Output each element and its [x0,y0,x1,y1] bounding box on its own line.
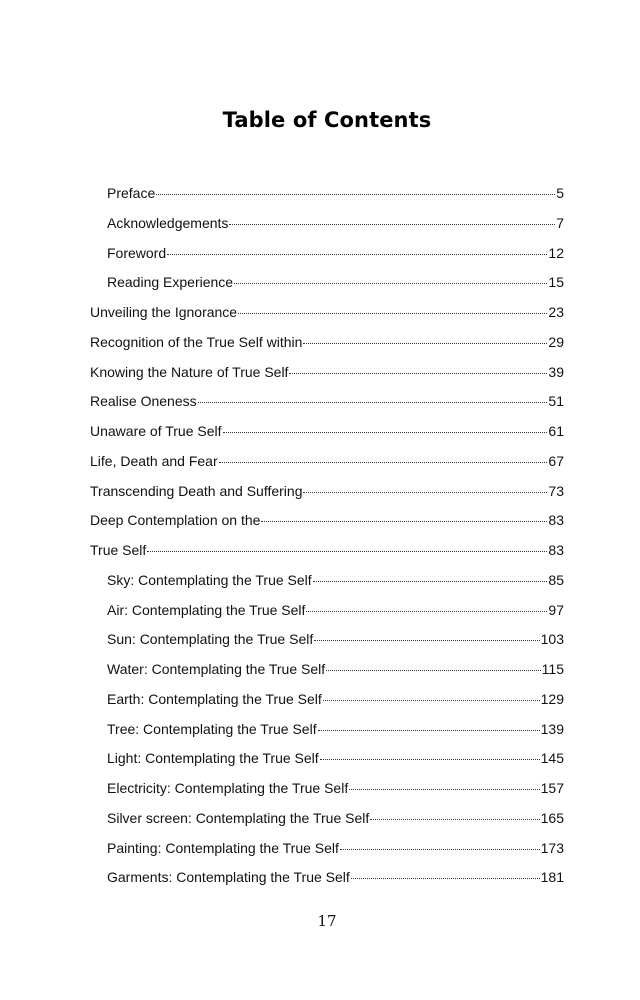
dot-leader [306,610,547,612]
toc-entry[interactable] [90,328,564,358]
toc-entry[interactable] [90,566,564,596]
toc-entry[interactable] [90,179,564,209]
toc-entry-page: 181 [540,869,564,886]
dot-leader [326,669,541,671]
toc-entry-page: 61 [548,423,564,439]
toc-entry-page: 29 [548,333,564,350]
dot-leader [156,193,555,195]
toc-entry[interactable] [90,358,564,388]
toc-entry-page: 23 [548,304,564,320]
toc-entry-title: Preface [107,185,156,201]
dot-leader [167,253,547,255]
toc-entry[interactable] [90,417,564,447]
toc-entry-page: 139 [540,720,564,737]
toc-entry-page: 85 [548,571,564,588]
dot-leader [223,431,548,433]
toc-entry-page: 51 [548,393,564,410]
dot-leader [234,282,547,284]
toc-entry-title: Knowing the Nature of True Self [90,363,289,380]
dot-leader [320,758,540,760]
toc-entry[interactable] [90,834,564,864]
dot-leader [351,877,540,879]
toc-entry-title: Acknowledgements [107,214,229,231]
toc-entry[interactable] [90,447,564,477]
toc-entry-title: Silver screen: Contemplating the True Self [107,809,370,826]
dot-leader [323,699,540,701]
toc-entry-page: 67 [548,452,564,469]
dot-leader [349,788,539,790]
toc-entry-page: 145 [540,750,564,767]
toc-entry-title: Reading Experience [107,274,234,291]
toc-entry-page: 129 [540,690,564,707]
toc-entry[interactable] [90,209,564,239]
toc-entry-page: 97 [548,601,564,618]
dot-leader [303,342,547,344]
toc-entry[interactable] [90,506,564,536]
toc-entry-title: True Self [90,542,147,558]
toc-entry-title: Recognition of the True Self within [90,333,303,350]
toc-entry-page: 73 [548,482,564,499]
toc-entry-page: 83 [548,512,564,529]
toc-entry-title: Sun: Contemplating the True Self [107,631,314,648]
toc-entry-title: Electricity: Contemplating the True Self [107,780,349,796]
dot-leader [318,729,540,731]
dot-leader [289,372,547,374]
toc-entry[interactable] [90,536,564,566]
dot-leader [147,550,547,552]
dot-leader [340,848,540,850]
toc-entry-page: 83 [548,542,564,558]
toc-entry[interactable] [90,477,564,507]
toc-entry-page: 39 [548,363,564,380]
toc-entry-page: 157 [540,780,564,796]
toc-entry[interactable] [90,774,564,804]
page-title: Table of Contents [222,108,432,132]
toc-entry-title: Garments: Contemplating the True Self [107,869,350,886]
toc-entry-page: 7 [556,214,564,231]
toc-entry[interactable] [90,655,564,685]
toc-entry[interactable] [90,625,564,655]
toc-entry-title: Foreword [107,244,167,261]
toc-entry[interactable] [90,298,564,328]
toc-entry-title: Sky: Contemplating the True Self [107,571,312,588]
toc-entry-page: 12 [548,244,564,261]
toc-entry[interactable] [90,596,564,626]
page-number: 17 [317,912,337,930]
dot-leader [313,580,548,582]
toc-entry[interactable] [90,685,564,715]
toc-entry-title: Life, Death and Fear [90,452,218,469]
toc-entry-page: 115 [541,661,564,677]
toc-entry-page: 165 [540,809,564,826]
toc-entry-title: Earth: Contemplating the True Self [107,690,322,707]
dot-leader [219,461,548,463]
toc-entry[interactable] [90,387,564,417]
toc-entry[interactable] [90,744,564,774]
toc-entry-page: 103 [540,631,564,648]
dot-leader [229,223,555,225]
toc-entry[interactable] [90,239,564,269]
toc-entry-title: Painting: Contemplating the True Self [107,839,339,856]
toc-entry[interactable] [90,863,564,893]
toc-entry-title: Unveiling the Ignorance [90,304,238,320]
toc-entry-page: 5 [556,185,564,201]
dot-leader [261,520,547,522]
toc-entry-title: Deep Contemplation on the [90,512,261,529]
toc-entry[interactable] [90,715,564,745]
dot-leader [303,491,547,493]
dot-leader [314,639,539,641]
dot-leader [198,401,548,403]
toc-entry-title: Unaware of True Self [90,423,222,439]
toc-entry-title: Tree: Contemplating the True Self [107,720,317,737]
toc-entry[interactable] [90,268,564,298]
toc-entry-page: 173 [540,839,564,856]
toc-list [90,179,564,893]
toc-entry-page: 15 [548,274,564,291]
toc-entry-title: Light: Contemplating the True Self [107,750,319,767]
dot-leader [370,818,539,820]
toc-entry-title: Water: Contemplating the True Self [107,661,326,677]
toc-entry-title: Realise Oneness [90,393,197,410]
toc-entry[interactable] [90,804,564,834]
toc-entry-title: Air: Contemplating the True Self [107,601,306,618]
toc-entry-title: Transcending Death and Suffering [90,482,303,499]
dot-leader [238,312,547,314]
